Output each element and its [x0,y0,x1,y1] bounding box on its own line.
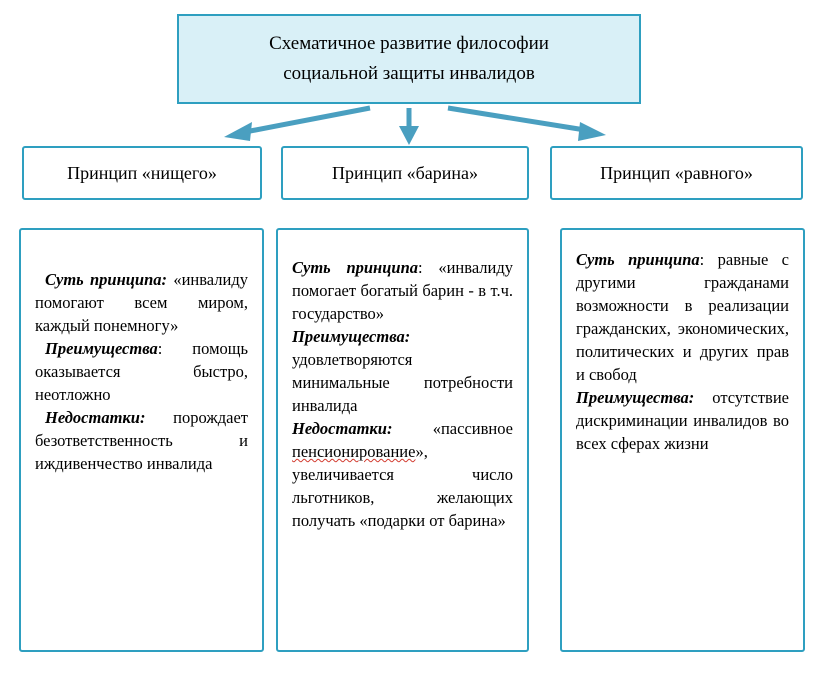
detail-lead: Суть принципа: [45,270,168,289]
detail-paragraph [292,417,513,532]
detail-text: удовлетворяются минимальные потребности инвалида [292,350,513,415]
arrow-middle-icon [399,108,419,145]
detail-paragraph [576,386,789,455]
diagram-title-box [177,14,641,104]
spellcheck-word: пенсионирование [292,442,416,461]
arrow-left-icon [224,108,370,141]
detail-lead: Суть принципа [292,258,418,277]
principle-label: Принцип «нищего» [67,162,217,183]
detail-text: порождает безответственность и иждивенчество инвалида [35,408,248,473]
detail-text: «инвалиду помогают всем миром, каждый понемногу» [35,270,248,335]
principle-label: Принцип «равного» [600,162,753,183]
detail-lead: Недостатки: [292,419,393,438]
diagram-title-line-2: социальной защиты инвалидов [283,63,535,84]
principle-box-beggar [22,146,262,200]
detail-lead: Суть принципа [576,250,700,269]
detail-box-equal [560,228,805,652]
detail-text: : равные с другими гражданами возможности в реализации гражданских, экономических, политических и других прав и свобод [576,250,790,384]
detail-text: : помощь оказывается быстро, неотложно [35,339,248,404]
detail-lead: Преимущества [45,339,158,358]
detail-lead: Преимущества: [576,388,695,407]
principle-box-equal [550,146,803,200]
detail-box-master [276,228,529,652]
detail-paragraph [35,406,248,475]
detail-text: отсутствие дискриминации инвалидов во всех сферах жизни [576,388,789,453]
arrow-right-icon [448,108,606,141]
detail-paragraph [35,337,248,406]
detail-box-beggar [19,228,264,652]
detail-paragraph [292,325,513,417]
detail-lead: Преимущества: [292,327,411,346]
detail-text: : «инвалиду помогает богатый барин - в т.ч. государство» [292,258,513,323]
detail-paragraph [576,248,789,386]
principle-label: Принцип «барина» [331,162,479,183]
detail-paragraph [292,256,513,325]
principle-box-master [281,146,529,200]
detail-text: «пассивное пенсионирование», увеличивается число льготников, желающих получать «подарки от барина» [292,419,513,530]
detail-paragraph [35,268,248,337]
diagram-title-line-1: Схематичное развитие философии [269,33,549,54]
detail-lead: Недостатки: [45,408,146,427]
